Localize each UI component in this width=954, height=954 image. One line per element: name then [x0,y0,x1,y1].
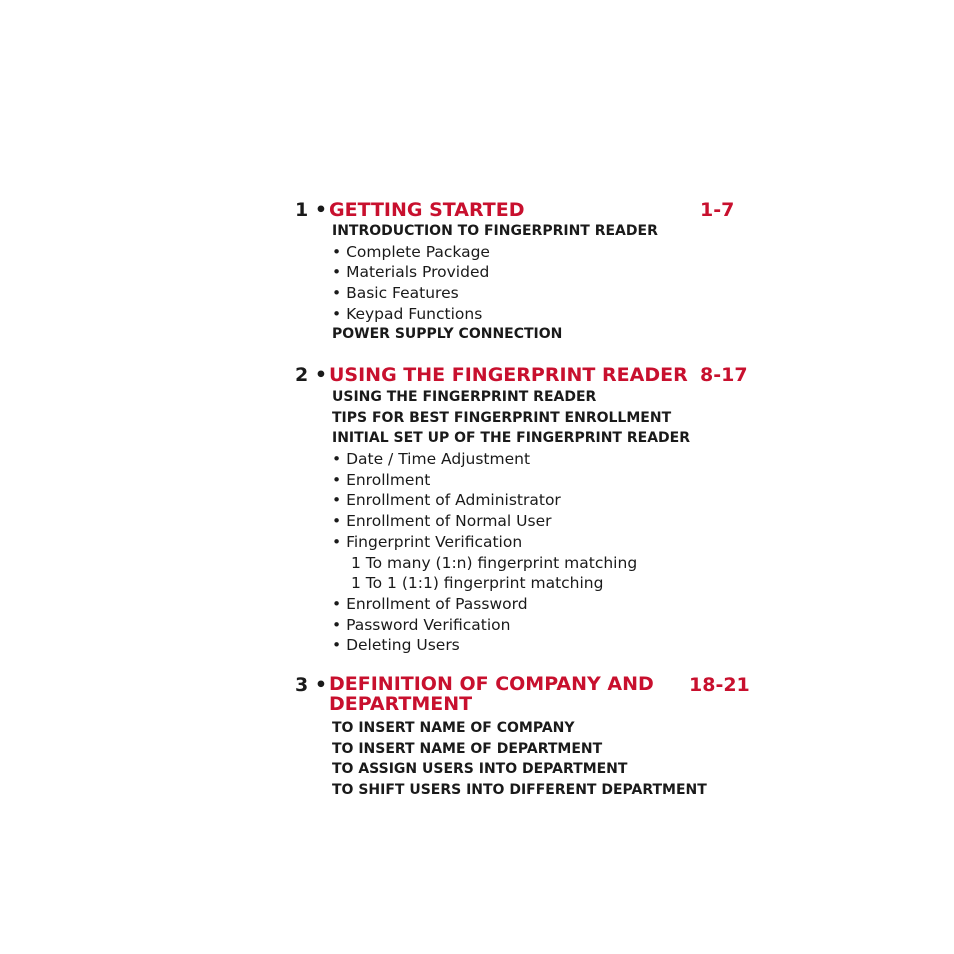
list-item: • Enrollment of Password [332,594,528,613]
list-item: • Enrollment of Normal User [332,512,552,531]
list-item: • Enrollment of Administrator [332,491,561,510]
list-item: 1 To many (1:n) fingerprint matching [351,553,638,572]
chapter-2-title: USING THE FINGERPRINT READER [329,364,688,386]
list-item: • Date / Time Adjustment [332,450,531,469]
chapter-2-number: 2 • [295,364,327,386]
chapter-3-pages: 18-21 [689,674,750,696]
chapter-2-pages: 8-17 [700,364,748,386]
list-item: • Enrollment [332,470,431,489]
chapter-1-number: 1 • [295,199,327,221]
chapter-3-number: 3 • [295,674,327,696]
list-item: • Fingerprint Verification [332,532,523,551]
list-item: TO INSERT NAME OF DEPARTMENT [332,740,603,757]
list-item: TO ASSIGN USERS INTO DEPARTMENT [332,761,628,778]
chapter-1-pages: 1-7 [700,199,735,221]
chapter-1-title: GETTING STARTED [329,199,525,221]
list-item: INITIAL SET UP OF THE FINGERPRINT READER [332,430,690,447]
chapter-3-heading [295,673,755,715]
list-item: 1 To 1 (1:1) fingerprint matching [351,574,604,593]
list-item: TIPS FOR BEST FINGERPRINT ENROLLMENT [332,409,672,426]
chapter-1 [295,199,755,343]
chapter-2 [295,364,755,655]
list-item: INTRODUCTION TO FINGERPRINT READER [332,223,658,239]
list-item: • Basic Features [332,284,459,303]
list-item: • Materials Provided [332,263,490,282]
chapter-2-entries [332,387,752,656]
chapter-3-title: DEFINITION OF COMPANY AND DEPARTMENT [329,673,654,715]
list-item: TO INSERT NAME OF COMPANY [332,720,575,736]
list-item: • Password Verification [332,615,511,634]
list-item: • Keypad Functions [332,304,483,323]
list-item: • Complete Package [332,242,490,261]
chapter-1-entries [332,221,752,345]
chapter-1-heading [295,199,755,221]
chapter-2-heading [295,364,755,386]
chapter-3 [295,673,755,799]
list-item: USING THE FINGERPRINT READER [332,389,597,405]
list-item: TO SHIFT USERS INTO DIFFERENT DEPARTMENT [332,782,707,799]
list-item: • Deleting Users [332,636,460,655]
list-item: POWER SUPPLY CONNECTION [332,326,563,343]
chapter-3-entries [332,718,752,801]
